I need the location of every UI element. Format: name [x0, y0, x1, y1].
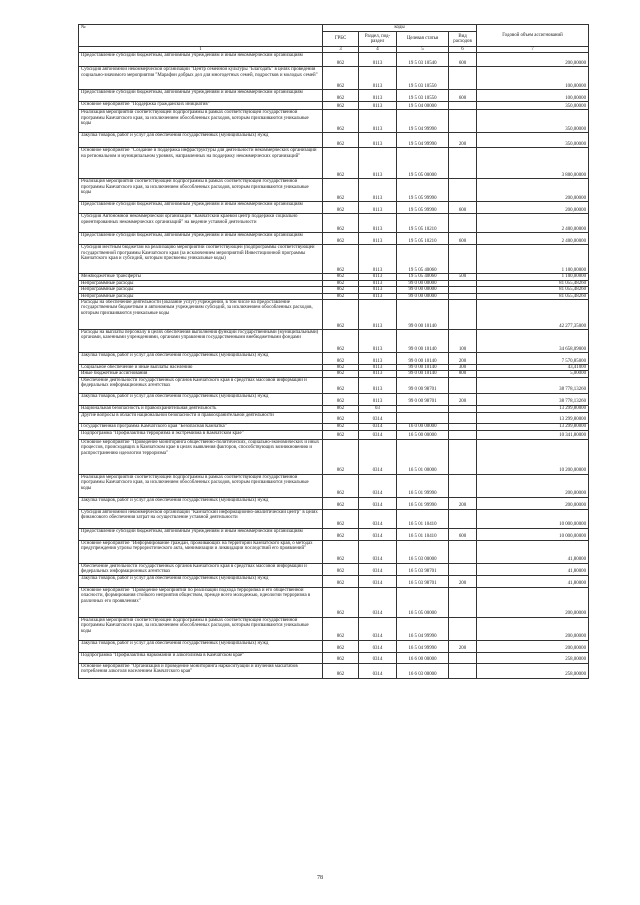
- table-row: [79, 353, 589, 365]
- cell-razdel: 0113: [359, 179, 397, 202]
- cell-expense-type: 200: [449, 640, 477, 652]
- cell-amount: 200,00000: [477, 587, 589, 617]
- cell-expense-type: [449, 214, 477, 233]
- cell-description: Закупка товаров, работ и услуг для обеспечения государственных (муниципальных) нужд: [79, 575, 323, 587]
- cell-amount: 13 299,80000: [477, 423, 589, 430]
- cell-razdel: 0314: [359, 412, 397, 423]
- table-row: [79, 528, 589, 540]
- cell-expense-type: [449, 587, 477, 617]
- cell-grbs: 862: [323, 540, 359, 563]
- cell-grbs: 862: [323, 148, 359, 179]
- table-row: [79, 110, 589, 133]
- table-row: [79, 202, 589, 214]
- cell-grbs: 862: [323, 90, 359, 102]
- cell-expense-type: [449, 474, 477, 497]
- table-row: [79, 53, 589, 67]
- cell-grbs: 862: [323, 430, 359, 439]
- cell-target-article: 16 0 00 00000: [397, 423, 449, 430]
- cell-amount: 1 100,00000: [477, 274, 589, 280]
- cell-razdel: 0314: [359, 497, 397, 509]
- cell-grbs: 862: [323, 214, 359, 233]
- cell-razdel: 0113: [359, 202, 397, 214]
- header-codes: коды: [323, 25, 477, 32]
- table-row: [79, 405, 589, 412]
- cell-target-article: 19 5 04 00000: [397, 102, 449, 110]
- cell-grbs: 862: [323, 509, 359, 528]
- cell-target-article: 19 5 05 00000: [397, 148, 449, 179]
- cell-description: Реализация мероприятий соответствующей подпрограммы в рамках соответствующей государственной программы Камчатского края, за исключением обособленных расходов, которым присваиваются уникальные коды: [79, 110, 323, 133]
- cell-description: Реализация мероприятий соответствующей подпрограммы в рамках соответствующей государственной программы Камчатского края, за исключением обособленных расходов, которым присваиваются уникальные коды: [79, 617, 323, 640]
- cell-razdel: 0113: [359, 377, 397, 393]
- cell-amount: 13 299,80000: [477, 412, 589, 423]
- cell-expense-type: [449, 300, 477, 330]
- cell-razdel: 0113: [359, 293, 397, 299]
- table-row: [79, 214, 589, 233]
- table-row: [79, 509, 589, 528]
- cell-expense-type: [449, 412, 477, 423]
- cell-description: Предоставление субсидий бюджетным, автономным учреждениям и иным некоммерческим организациям: [79, 202, 323, 214]
- cell-target-article: [397, 405, 449, 412]
- cell-target-article: 16 5 01 99990: [397, 497, 449, 509]
- cell-razdel: 0314: [359, 528, 397, 540]
- cell-amount: 10 000,00000: [477, 509, 589, 528]
- table-row: [79, 663, 589, 678]
- cell-expense-type: [449, 102, 477, 110]
- cell-target-article: 99 0 00 98701: [397, 377, 449, 393]
- table-body: [79, 53, 589, 678]
- cell-expense-type: [449, 540, 477, 563]
- cell-amount: 81 055,48260: [477, 280, 589, 286]
- table-row: [79, 102, 589, 110]
- cell-description: Государственная программа Камчатского края "Безопасная Камчатка": [79, 423, 323, 430]
- cell-amount: 100,00000: [477, 90, 589, 102]
- cell-grbs: 862: [323, 497, 359, 509]
- cell-description: Социальное обеспечение и иные выплаты населению: [79, 365, 323, 371]
- cell-expense-type: 600: [449, 202, 477, 214]
- cell-target-article: 16 5 03 00000: [397, 540, 449, 563]
- cell-grbs: 862: [323, 575, 359, 587]
- cell-grbs: 862: [323, 563, 359, 575]
- cell-target-article: 16 5 03 98701: [397, 575, 449, 587]
- cell-grbs: 862: [323, 233, 359, 245]
- cell-amount: 2 400,00000: [477, 233, 589, 245]
- cell-expense-type: [449, 377, 477, 393]
- table-row: [79, 330, 589, 353]
- cell-expense-type: [449, 430, 477, 439]
- cell-grbs: 862: [323, 353, 359, 365]
- cell-target-article: 19 5 04 99990: [397, 133, 449, 148]
- cell-razdel: 0113: [359, 393, 397, 405]
- cell-amount: 200,00000: [477, 53, 589, 67]
- cell-target-article: 16 5 03 98701: [397, 563, 449, 575]
- cell-grbs: 862: [323, 67, 359, 90]
- cell-target-article: 19 5 04 99990: [397, 110, 449, 133]
- cell-razdel: 0113: [359, 53, 397, 67]
- table-row: [79, 540, 589, 563]
- cell-grbs: 862: [323, 287, 359, 293]
- cell-target-article: 99 0 00 10140: [397, 371, 449, 377]
- cell-target-article: 99 0 00 10140: [397, 365, 449, 371]
- cell-razdel: 0113: [359, 245, 397, 274]
- cell-amount: 2 400,00000: [477, 214, 589, 233]
- cell-expense-type: 200: [449, 393, 477, 405]
- cell-grbs: 862: [323, 293, 359, 299]
- cell-razdel: 0113: [359, 287, 397, 293]
- cell-amount: 81 055,48260: [477, 287, 589, 293]
- cell-expense-type: 800: [449, 371, 477, 377]
- table-row: [79, 300, 589, 330]
- cell-expense-type: 200: [449, 133, 477, 148]
- cell-expense-type: 200: [449, 575, 477, 587]
- cell-razdel: 0314: [359, 423, 397, 430]
- cell-description: Закупка товаров, работ и услуг для обеспечения государственных (муниципальных) нужд: [79, 133, 323, 148]
- cell-description: Предоставление субсидий бюджетным, автономным учреждениям и иным некоммерческим организациям: [79, 53, 323, 67]
- table-row: [79, 148, 589, 179]
- cell-amount: 41,80000: [477, 575, 589, 587]
- column-index: 4: [359, 47, 397, 53]
- cell-amount: 10 200,00000: [477, 439, 589, 474]
- cell-target-article: 99 0 00 00000: [397, 287, 449, 293]
- cell-target-article: 19 5 03 10550: [397, 67, 449, 90]
- cell-amount: 3 800,00000: [477, 148, 589, 179]
- table-row: [79, 133, 589, 148]
- cell-target-article: 19 5 05 99990: [397, 202, 449, 214]
- cell-expense-type: 600: [449, 53, 477, 67]
- cell-amount: 1 100,00000: [477, 245, 589, 274]
- cell-razdel: 03: [359, 405, 397, 412]
- column-index: 6: [449, 47, 477, 53]
- column-index: 3: [323, 47, 359, 53]
- cell-target-article: 99 0 00 10140: [397, 330, 449, 353]
- cell-description: Основное мероприятие "Проведение мероприятий по реализации подхода терроризма и его общественной опасности, формирования стойкого неприятия обществом, прежде всего молодежью, идеологии терроризма в различных его проявлениях": [79, 587, 323, 617]
- cell-grbs: 862: [323, 133, 359, 148]
- cell-razdel: 0113: [359, 353, 397, 365]
- cell-description: Предоставление субсидий бюджетным, автономным учреждениям и иным некоммерческим организациям: [79, 90, 323, 102]
- cell-razdel: 0113: [359, 365, 397, 371]
- cell-target-article: 99 0 00 00000: [397, 293, 449, 299]
- cell-razdel: 0314: [359, 563, 397, 575]
- table-row: [79, 652, 589, 663]
- cell-grbs: 862: [323, 474, 359, 497]
- cell-razdel: 0314: [359, 652, 397, 663]
- cell-razdel: 0113: [359, 300, 397, 330]
- budget-table-sheet: [78, 24, 588, 679]
- cell-expense-type: [449, 617, 477, 640]
- cell-razdel: 0113: [359, 371, 397, 377]
- cell-grbs: 862: [323, 371, 359, 377]
- cell-amount: 7 570,85000: [477, 353, 589, 365]
- cell-amount: 10 341,80000: [477, 430, 589, 439]
- cell-razdel: 0113: [359, 214, 397, 233]
- cell-razdel: 0113: [359, 110, 397, 133]
- cell-grbs: 862: [323, 377, 359, 393]
- cell-razdel: 0113: [359, 274, 397, 280]
- cell-grbs: 862: [323, 412, 359, 423]
- cell-expense-type: 100: [449, 330, 477, 353]
- cell-expense-type: 600: [449, 90, 477, 102]
- cell-expense-type: 300: [449, 365, 477, 371]
- cell-grbs: 862: [323, 274, 359, 280]
- cell-grbs: 862: [323, 102, 359, 110]
- cell-amount: 200,00000: [477, 474, 589, 497]
- cell-target-article: 16 6 00 00000: [397, 652, 449, 663]
- cell-description: Реализация мероприятий соответствующей подпрограммы в рамках соответствующей государственной программы Камчатского края, за исключением обособленных расходов, которым присваиваются уникальные коды: [79, 474, 323, 497]
- budget-table: [78, 24, 589, 679]
- cell-description: Непрограммные расходы: [79, 280, 323, 286]
- cell-grbs: 862: [323, 330, 359, 353]
- table-row: [79, 497, 589, 509]
- cell-description: Закупка товаров, работ и услуг для обеспечения государственных (муниципальных) нужд: [79, 497, 323, 509]
- cell-description: Основное мероприятие "Создание и поддержка инфраструктуры для деятельности некоммерческих организаций на региональном и муниципальном уровнях, направленных на поддержку некоммерческих организаций": [79, 148, 323, 179]
- cell-target-article: 16 5 01 00000: [397, 439, 449, 474]
- table-row: [79, 575, 589, 587]
- cell-expense-type: [449, 652, 477, 663]
- cell-amount: 258,00000: [477, 652, 589, 663]
- cell-razdel: 0314: [359, 663, 397, 678]
- cell-expense-type: [449, 663, 477, 678]
- cell-amount: 200,00000: [477, 202, 589, 214]
- cell-description: Закупка товаров, работ и услуг для обеспечения государственных (муниципальных) нужд: [79, 640, 323, 652]
- table-row: [79, 617, 589, 640]
- cell-description: Закупка товаров, работ и услуг для обеспечения государственных (муниципальных) нужд: [79, 353, 323, 365]
- table-row: [79, 393, 589, 405]
- table-row: [79, 423, 589, 430]
- cell-expense-type: [449, 563, 477, 575]
- table-row: [79, 179, 589, 202]
- cell-target-article: 16 5 04 99990: [397, 640, 449, 652]
- cell-target-article: 19 5 03 10550: [397, 90, 449, 102]
- cell-amount: 38 778,13260: [477, 377, 589, 393]
- table-row: [79, 474, 589, 497]
- cell-grbs: 862: [323, 640, 359, 652]
- cell-razdel: 0314: [359, 430, 397, 439]
- cell-amount: 350,00000: [477, 102, 589, 110]
- table-row: [79, 439, 589, 474]
- cell-target-article: [397, 412, 449, 423]
- cell-description: Национальная безопасность и правоохранительная деятельность: [79, 405, 323, 412]
- cell-amount: 200,00000: [477, 497, 589, 509]
- table-row: [79, 90, 589, 102]
- cell-description: Иные бюджетные ассигнования: [79, 371, 323, 377]
- cell-target-article: 16 5 00 00000: [397, 430, 449, 439]
- cell-grbs: 862: [323, 300, 359, 330]
- cell-target-article: 16 6 03 00000: [397, 663, 449, 678]
- cell-amount: 200,00000: [477, 640, 589, 652]
- cell-expense-type: [449, 179, 477, 202]
- cell-razdel: 0314: [359, 439, 397, 474]
- table-row: [79, 245, 589, 274]
- cell-amount: 34 658,09000: [477, 330, 589, 353]
- column-index: 7: [477, 47, 589, 53]
- cell-description: Другие вопросы в области национальной безопасности и правоохранительной деятельности: [79, 412, 323, 423]
- cell-description: Реализация мероприятий соответствующей подпрограммы в рамках соответствующей государственной программы Камчатского края, за исключением обособленных расходов, которым присваиваются уникальные коды: [79, 179, 323, 202]
- table-header: [79, 25, 589, 53]
- cell-description: Расходы на выплаты персоналу в целях обеспечения выполнения функций государственными (муниципальными) органами, казенными учреждениями, органами управления государственными внебюджетными фондами: [79, 330, 323, 353]
- cell-description: Основное мероприятие "Поддержка гражданских инициатив": [79, 102, 323, 110]
- cell-razdel: 0113: [359, 102, 397, 110]
- cell-target-article: 16 5 01 10410: [397, 509, 449, 528]
- cell-description: Основное мероприятие "Организация и проведение мониторинга наркоситуации и изучения масштабов потребления алкоголя населением Камчатского края": [79, 663, 323, 678]
- cell-target-article: 99 0 00 98701: [397, 393, 449, 405]
- cell-razdel: 0113: [359, 133, 397, 148]
- cell-razdel: 0113: [359, 148, 397, 179]
- cell-description: Закупка товаров, работ и услуг для обеспечения государственных (муниципальных) нужд: [79, 393, 323, 405]
- cell-expense-type: 200: [449, 353, 477, 365]
- cell-amount: 13 299,80000: [477, 405, 589, 412]
- cell-grbs: 862: [323, 110, 359, 133]
- table-row: [79, 430, 589, 439]
- table-row: [79, 67, 589, 90]
- cell-target-article: 19 5 05 99990: [397, 179, 449, 202]
- header-razdel: Раздел, под-раздел: [359, 32, 397, 47]
- cell-target-article: 19 5 05 40060: [397, 245, 449, 274]
- cell-expense-type: [449, 423, 477, 430]
- cell-amount: 5,00000: [477, 371, 589, 377]
- cell-expense-type: [449, 67, 477, 90]
- cell-razdel: 0314: [359, 474, 397, 497]
- cell-grbs: 862: [323, 528, 359, 540]
- cell-razdel: 0314: [359, 587, 397, 617]
- cell-description: Расходы на обеспечение деятельности (оказание услуг) учреждений, в том числе на предоставление государственным бюджетным и автономным учреждениям субсидий, за исключением обособленных расходов, которым присваиваются уникальные коды: [79, 300, 323, 330]
- cell-grbs: 862: [323, 439, 359, 474]
- cell-expense-type: [449, 509, 477, 528]
- cell-grbs: 862: [323, 53, 359, 67]
- cell-amount: 200,00000: [477, 179, 589, 202]
- table-row: [79, 412, 589, 423]
- cell-razdel: 0314: [359, 617, 397, 640]
- cell-expense-type: [449, 439, 477, 474]
- header-number-sign: №: [79, 25, 323, 47]
- cell-target-article: 19 5 03 10540: [397, 53, 449, 67]
- column-index: 1: [79, 47, 323, 53]
- cell-description: Субсидия Автономной некоммерческой организации "Камчатский краевой центр поддержки социально ориентированных некоммерческих организаций" на ведение уставной деятельности: [79, 214, 323, 233]
- table-row: [79, 377, 589, 393]
- cell-razdel: 0314: [359, 575, 397, 587]
- cell-amount: 100,00000: [477, 67, 589, 90]
- cell-razdel: 0113: [359, 67, 397, 90]
- header-grbs: ГРБС: [323, 32, 359, 47]
- cell-description: Субсидия местным бюджетам на реализацию мероприятий соответствующей (подпрограммы соответствующей государственной программы Камчатского края (за исключением мероприятий Инвестиционной программы Камчатского края и субсидий, которым присвоены уникальные коды): [79, 245, 323, 274]
- cell-grbs: 862: [323, 663, 359, 678]
- cell-target-article: 16 5 05 00000: [397, 587, 449, 617]
- cell-amount: 258,00000: [477, 663, 589, 678]
- cell-expense-type: [449, 405, 477, 412]
- cell-amount: 43,41000: [477, 365, 589, 371]
- cell-grbs: 862: [323, 587, 359, 617]
- header-expense-type: Вид расходов: [449, 32, 477, 47]
- table-row: [79, 587, 589, 617]
- cell-amount: 200,00000: [477, 617, 589, 640]
- cell-description: Подпрограмма "Профилактика терроризма и экстремизма в Камчатском крае": [79, 430, 323, 439]
- cell-grbs: 862: [323, 280, 359, 286]
- cell-expense-type: 500: [449, 274, 477, 280]
- cell-grbs: 862: [323, 202, 359, 214]
- cell-description: Основное мероприятие "Информирование граждан, проживающих на территории Камчатского края, о методах предупреждения угрозы террористического акта, минимизации и ликвидации последствий его проявлений": [79, 540, 323, 563]
- cell-target-article: 99 0 00 00000: [397, 280, 449, 286]
- cell-description: Предоставление субсидий бюджетным, автономным учреждениям и иным некоммерческим организациям: [79, 233, 323, 245]
- cell-target-article: 19 5 05 40060: [397, 274, 449, 280]
- header-target-article: Целевая статья: [397, 32, 449, 47]
- cell-amount: 42 277,35000: [477, 300, 589, 330]
- cell-razdel: 0113: [359, 330, 397, 353]
- cell-grbs: 862: [323, 365, 359, 371]
- cell-amount: 350,00000: [477, 133, 589, 148]
- cell-target-article: 16 5 04 99990: [397, 617, 449, 640]
- cell-razdel: 0113: [359, 90, 397, 102]
- cell-description: Субсидия автономной некоммерческой организации "Камчатский информационно-аналитический центр" в целях финансового обеспечения затрат на осуществление уставной деятельности: [79, 509, 323, 528]
- table-row: [79, 640, 589, 652]
- cell-description: Субсидия автономной некоммерческой организации "Центр семейной культуры "Благодать" в целях проведения социально-значимого мероприятия "Марафон добрых дел для многодетных семей, подростков и молодых семей": [79, 67, 323, 90]
- cell-target-article: 99 0 00 10140: [397, 353, 449, 365]
- column-index: 5: [397, 47, 449, 53]
- cell-description: Подпрограмма "Профилактика наркомании и алкоголизма в Камчатском крае": [79, 652, 323, 663]
- cell-amount: 350,00000: [477, 110, 589, 133]
- cell-amount: 41,80000: [477, 563, 589, 575]
- cell-razdel: 0314: [359, 509, 397, 528]
- cell-amount: 10 000,00000: [477, 528, 589, 540]
- cell-razdel: 0314: [359, 540, 397, 563]
- cell-amount: 41,80000: [477, 540, 589, 563]
- cell-razdel: 0113: [359, 280, 397, 286]
- cell-description: Основное мероприятие "Проведение мониторинга общественно-политических, социально-экономических и иных процессов, происходящих в Камчатском крае в целях выявления факторов, способствующих возникновению и распространению идеологии терроризма": [79, 439, 323, 474]
- cell-grbs: 862: [323, 617, 359, 640]
- cell-target-article: 99 0 00 10140: [397, 300, 449, 330]
- cell-amount: 38 778,13260: [477, 393, 589, 405]
- cell-description: Предоставление субсидий бюджетным, автономным учреждениям и иным некоммерческим организациям: [79, 528, 323, 540]
- table-row: [79, 233, 589, 245]
- cell-expense-type: [449, 148, 477, 179]
- cell-grbs: 862: [323, 405, 359, 412]
- page-number: 78: [317, 875, 323, 881]
- cell-expense-type: [449, 245, 477, 274]
- cell-target-article: 19 5 05 10210: [397, 233, 449, 245]
- cell-grbs: 862: [323, 245, 359, 274]
- cell-description: Обеспечение деятельности государственных органов Камчатского края в средствах массовой информации и федеральных информационных агентствах: [79, 377, 323, 393]
- cell-razdel: 0113: [359, 233, 397, 245]
- cell-grbs: 862: [323, 393, 359, 405]
- cell-expense-type: 200: [449, 497, 477, 509]
- cell-description: Непрограммные расходы: [79, 287, 323, 293]
- cell-target-article: 16 5 01 10410: [397, 528, 449, 540]
- cell-grbs: 862: [323, 179, 359, 202]
- cell-description: Межбюджетные трансферты: [79, 274, 323, 280]
- cell-expense-type: 600: [449, 233, 477, 245]
- cell-description: Непрограммные расходы: [79, 293, 323, 299]
- cell-description: Обеспечение деятельности государственных органов Камчатского края в средствах массовой информации и федеральных информационных агентствах: [79, 563, 323, 575]
- cell-target-article: 16 5 01 99990: [397, 474, 449, 497]
- cell-expense-type: 600: [449, 528, 477, 540]
- cell-expense-type: [449, 110, 477, 133]
- cell-target-article: 19 5 05 10210: [397, 214, 449, 233]
- header-annual-total: Годовой объем ассигнований: [477, 25, 589, 47]
- cell-amount: 81 055,48260: [477, 293, 589, 299]
- cell-razdel: 0314: [359, 640, 397, 652]
- table-row: [79, 563, 589, 575]
- cell-grbs: 862: [323, 652, 359, 663]
- cell-grbs: 862: [323, 423, 359, 430]
